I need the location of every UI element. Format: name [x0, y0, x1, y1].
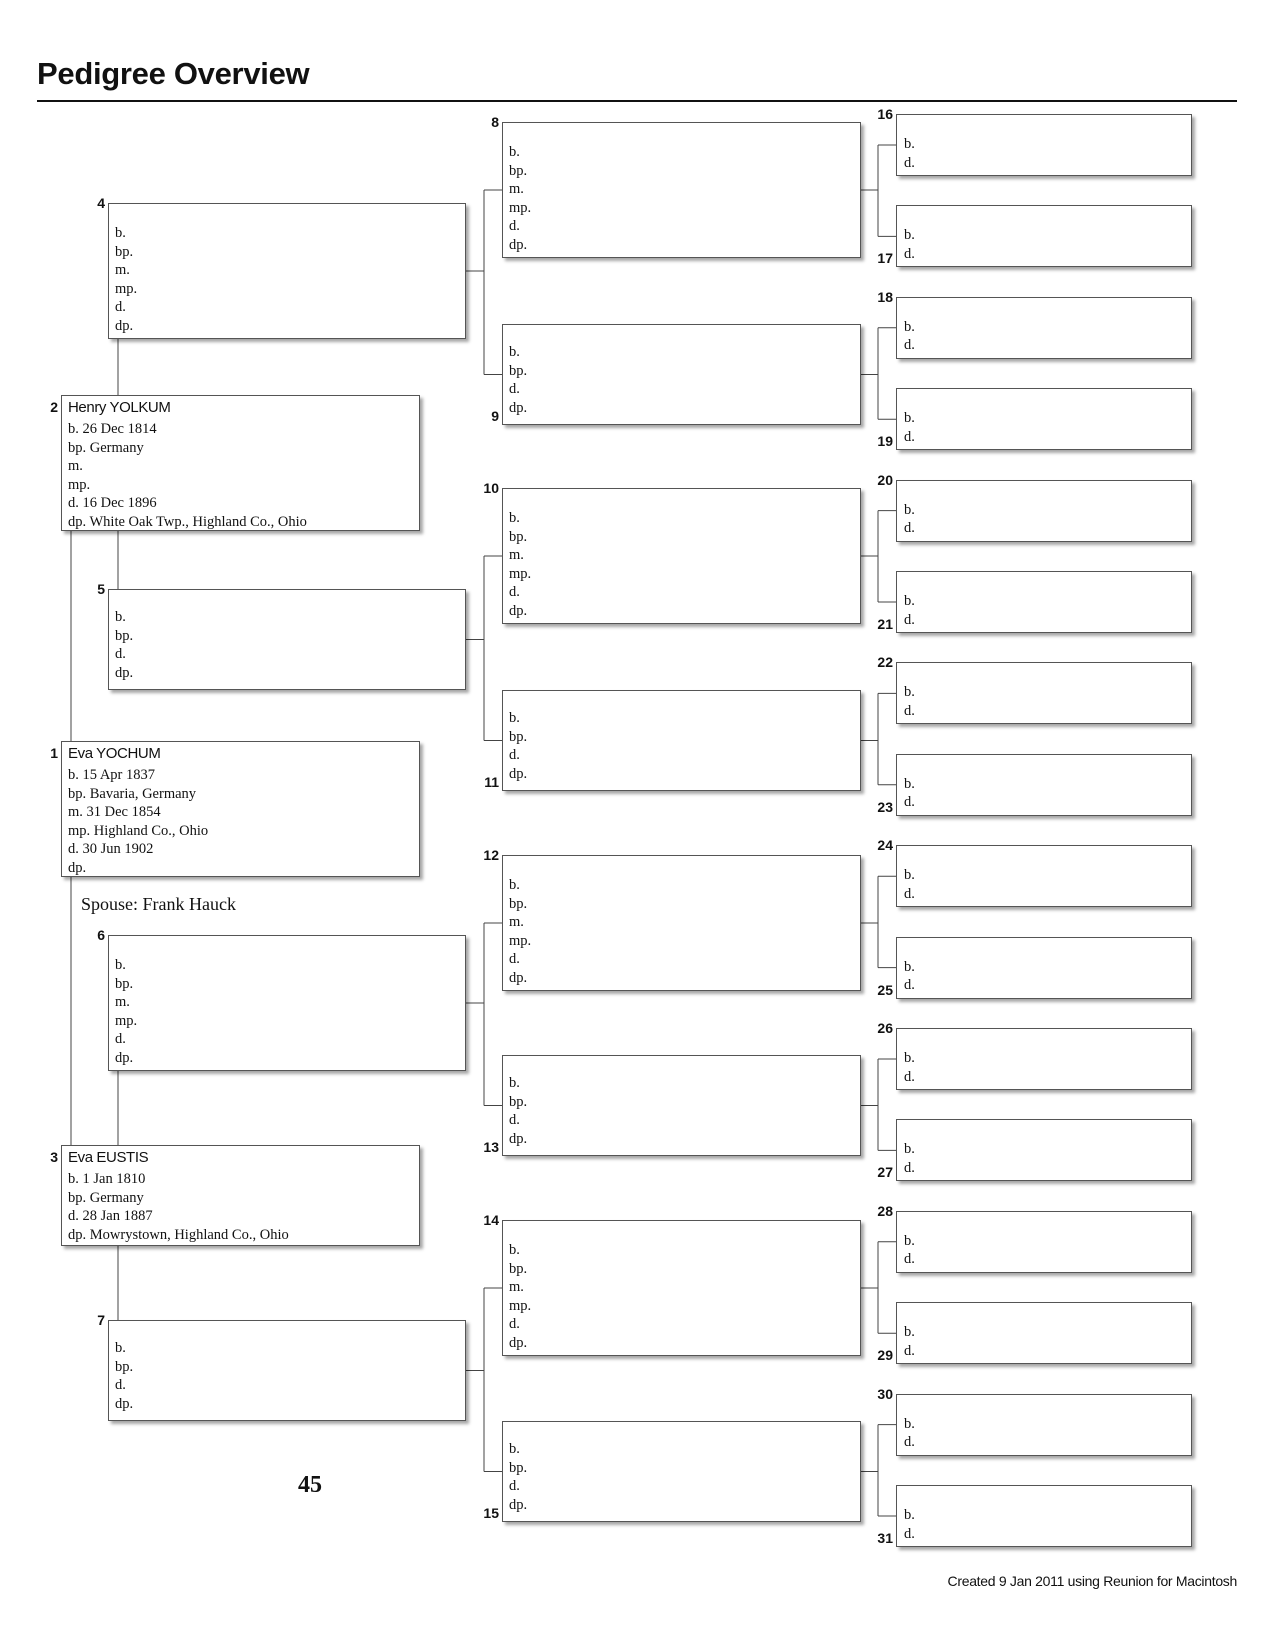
person-detail-line: b. [904, 318, 915, 335]
person-detail-line: d. [509, 1478, 520, 1494]
person-detail-line: d. [904, 794, 915, 811]
person-detail-line: d. [509, 1112, 520, 1128]
person-name: Eva EUSTIS [68, 1149, 149, 1166]
spouse-line: Spouse: Frank Hauck [81, 894, 236, 914]
person-detail-line: b. [904, 1415, 915, 1432]
person-box-16 [896, 114, 1192, 176]
person-detail-line: m. [509, 914, 524, 930]
person-detail-line: b. [904, 684, 915, 701]
person-name: Eva YOCHUM [68, 745, 161, 762]
person-detail-line: bp. [115, 627, 134, 644]
person-detail-line: d. [904, 337, 915, 354]
person-box-30 [896, 1394, 1192, 1456]
footer-credit: Created 9 Jan 2011 using Reunion for Macintosh [947, 1573, 1237, 1589]
person-number: 5 [97, 581, 105, 597]
person-number: 28 [877, 1202, 893, 1219]
person-detail-line: mp. Highland Co., Ohio [68, 822, 209, 839]
person-detail-line: dp. [115, 317, 134, 334]
person-detail-line: dp. [68, 859, 87, 876]
person-number: 4 [97, 195, 105, 211]
person-number: 6 [97, 927, 105, 943]
person-box-4 [108, 203, 466, 339]
person-box-2 [61, 395, 420, 531]
person-detail-line: b. [115, 225, 126, 241]
person-detail-line: dp. [509, 1334, 528, 1351]
person-box-25 [896, 937, 1192, 999]
person-detail-line: b. 26 Dec 1814 [68, 421, 157, 437]
person-detail-line: b. [509, 877, 520, 893]
person-detail-line: d. [904, 520, 915, 537]
person-detail-line: d. [904, 245, 915, 262]
person-detail-line: b. [904, 410, 915, 427]
person-detail-line: bp. [509, 728, 528, 745]
person-detail-line: bp. [509, 362, 528, 379]
person-detail-line: b. [904, 501, 915, 518]
person-box-8 [502, 122, 861, 258]
person-box-10 [502, 488, 861, 624]
person-number: 19 [877, 433, 893, 450]
person-detail-line: bp. Germany [68, 439, 144, 456]
person-box-20 [896, 480, 1192, 542]
person-name: Henry YOLKUM [68, 399, 171, 416]
person-detail-line: m. [509, 547, 524, 563]
person-box-7 [108, 1320, 466, 1421]
person-detail-line: b. [904, 227, 915, 244]
person-detail-line: d. [509, 747, 520, 763]
person-detail-line: d. 16 Dec 1896 [68, 495, 157, 511]
person-detail-line: b. [509, 1075, 520, 1091]
person-box-3 [61, 1145, 420, 1246]
person-detail-line: m. [115, 262, 130, 278]
person-detail-line: b. [509, 1242, 520, 1258]
person-detail-line: b. [904, 1324, 915, 1341]
person-detail-line: dp. [509, 1496, 528, 1513]
person-number: 26 [877, 1020, 893, 1036]
person-detail-line: bp. [115, 243, 134, 260]
person-number: 13 [483, 1139, 499, 1155]
person-detail-line: dp. [509, 1130, 528, 1147]
person-detail-line: d. [509, 584, 520, 600]
person-detail-line: bp. Bavaria, Germany [68, 785, 197, 802]
person-detail-line: b. [509, 710, 520, 726]
person-box-29 [896, 1302, 1192, 1364]
page-number: 45 [298, 1472, 322, 1498]
person-box-18 [896, 297, 1192, 359]
person-detail-line: bp. [509, 895, 528, 912]
person-number: 11 [484, 774, 499, 790]
person-detail-line: d. 28 Jan 1887 [68, 1208, 153, 1224]
person-detail-line: dp. Mowrystown, Highland Co., Ohio [68, 1226, 289, 1243]
person-box-19 [896, 388, 1192, 450]
person-detail-line: b. [509, 144, 520, 160]
person-detail-line: mp. [509, 199, 532, 216]
person-detail-line: mp. [509, 932, 532, 949]
person-box-14 [502, 1220, 861, 1356]
person-detail-line: dp. [509, 602, 528, 619]
person-detail-line: dp. [509, 765, 528, 782]
person-number: 10 [483, 480, 499, 496]
person-box-24 [896, 845, 1192, 907]
person-number: 15 [483, 1505, 499, 1521]
person-detail-line: bp. [509, 1093, 528, 1110]
person-box-5 [108, 589, 466, 690]
person-detail-line: dp. [509, 969, 528, 986]
person-detail-line: d. [115, 646, 126, 662]
person-number: 20 [877, 471, 893, 488]
person-number: 27 [877, 1164, 893, 1181]
person-number: 1 [50, 745, 58, 761]
person-detail-line: b. [509, 1441, 520, 1457]
person-detail-line: bp. Germany [68, 1189, 144, 1206]
person-detail-line: b. 1 Jan 1810 [68, 1171, 146, 1187]
person-box-6 [108, 935, 466, 1071]
page-title: Pedigree Overview [37, 56, 310, 91]
person-box-27 [896, 1119, 1192, 1181]
person-detail-line: mp. [115, 280, 138, 297]
person-detail-line: b. 15 Apr 1837 [68, 767, 155, 783]
person-number: 9 [491, 408, 499, 424]
person-detail-line: mp. [509, 1297, 532, 1314]
person-detail-line: b. [904, 136, 915, 152]
person-detail-line: d. [904, 154, 915, 171]
person-number: 21 [877, 616, 893, 632]
person-box-31 [896, 1485, 1192, 1547]
person-detail-line: d. [904, 885, 915, 902]
person-number: 24 [877, 837, 893, 854]
person-detail-line: d. [509, 218, 520, 234]
person-detail-line: d. [904, 1342, 915, 1359]
person-number: 25 [877, 981, 893, 998]
person-detail-line: d. [904, 611, 915, 628]
person-box-1 [61, 741, 420, 877]
person-detail-line: b. [115, 609, 126, 625]
person-detail-line: m. [509, 1279, 524, 1295]
person-number: 23 [877, 798, 893, 815]
person-detail-line: b. [904, 1050, 915, 1066]
person-detail-line: b. [904, 867, 915, 884]
person-detail-line: m. 31 Dec 1854 [68, 804, 161, 820]
person-detail-line: dp. [115, 1395, 134, 1412]
person-detail-line: dp. White Oak Twp., Highland Co., Ohio [68, 513, 307, 530]
person-detail-line: b. [509, 510, 520, 526]
person-detail-line: d. [904, 1251, 915, 1268]
person-box-23 [896, 754, 1192, 816]
person-number: 14 [483, 1212, 499, 1228]
person-number: 17 [877, 250, 893, 267]
person-detail-line: bp. [509, 162, 528, 179]
person-detail-line: d. 30 Jun 1902 [68, 841, 154, 857]
person-detail-line: m. [115, 994, 130, 1010]
person-box-15 [502, 1421, 861, 1522]
person-detail-line: dp. [509, 236, 528, 253]
person-box-11 [502, 690, 861, 791]
person-detail-line: d. [904, 428, 915, 445]
person-box-9 [502, 324, 861, 425]
person-detail-line: d. [904, 977, 915, 994]
person-number: 12 [483, 847, 499, 863]
person-detail-line: d. [115, 299, 126, 315]
person-number: 2 [50, 399, 58, 415]
person-detail-line: mp. [509, 565, 532, 582]
person-number: 3 [50, 1149, 58, 1165]
person-detail-line: d. [904, 1434, 915, 1451]
person-box-21 [896, 571, 1192, 633]
person-detail-line: d. [904, 702, 915, 719]
person-number: 8 [491, 114, 499, 130]
person-detail-line: b. [509, 344, 520, 360]
person-detail-line: b. [904, 593, 915, 609]
person-detail-line: b. [904, 1141, 915, 1158]
person-detail-line: d. [904, 1525, 915, 1542]
person-box-28 [896, 1211, 1192, 1273]
person-detail-line: b. [904, 958, 915, 975]
person-number: 30 [877, 1385, 893, 1402]
person-detail-line: m. [509, 181, 524, 197]
person-number: 7 [97, 1312, 105, 1328]
person-number: 16 [877, 106, 893, 122]
person-number: 31 [877, 1530, 893, 1546]
person-detail-line: b. [904, 775, 915, 792]
person-detail-line: bp. [509, 528, 528, 545]
person-detail-line: b. [904, 1232, 915, 1249]
person-detail-line: dp. [509, 399, 528, 416]
person-detail-line: bp. [115, 1358, 134, 1375]
person-detail-line: b. [115, 1340, 126, 1356]
person-detail-line: d. [115, 1031, 126, 1047]
person-detail-line: d. [904, 1159, 915, 1176]
person-detail-line: bp. [115, 975, 134, 992]
person-box-26 [896, 1028, 1192, 1090]
person-box-12 [502, 855, 861, 991]
person-detail-line: mp. [115, 1012, 138, 1029]
person-detail-line: mp. [68, 476, 91, 493]
person-box-22 [896, 662, 1192, 724]
person-detail-line: m. [68, 458, 83, 474]
person-detail-line: d. [904, 1068, 915, 1085]
person-detail-line: dp. [115, 1049, 134, 1066]
person-number: 22 [877, 654, 893, 671]
person-number: 18 [877, 288, 893, 305]
person-detail-line: dp. [115, 664, 134, 681]
person-box-17 [896, 205, 1192, 267]
person-detail-line: d. [509, 951, 520, 967]
person-box-13 [502, 1055, 861, 1156]
person-detail-line: d. [115, 1377, 126, 1393]
person-detail-line: d. [509, 381, 520, 397]
person-detail-line: b. [904, 1507, 915, 1523]
person-detail-line: b. [115, 957, 126, 973]
person-detail-line: bp. [509, 1260, 528, 1277]
person-detail-line: bp. [509, 1459, 528, 1476]
person-detail-line: d. [509, 1316, 520, 1332]
person-number: 29 [877, 1347, 893, 1364]
